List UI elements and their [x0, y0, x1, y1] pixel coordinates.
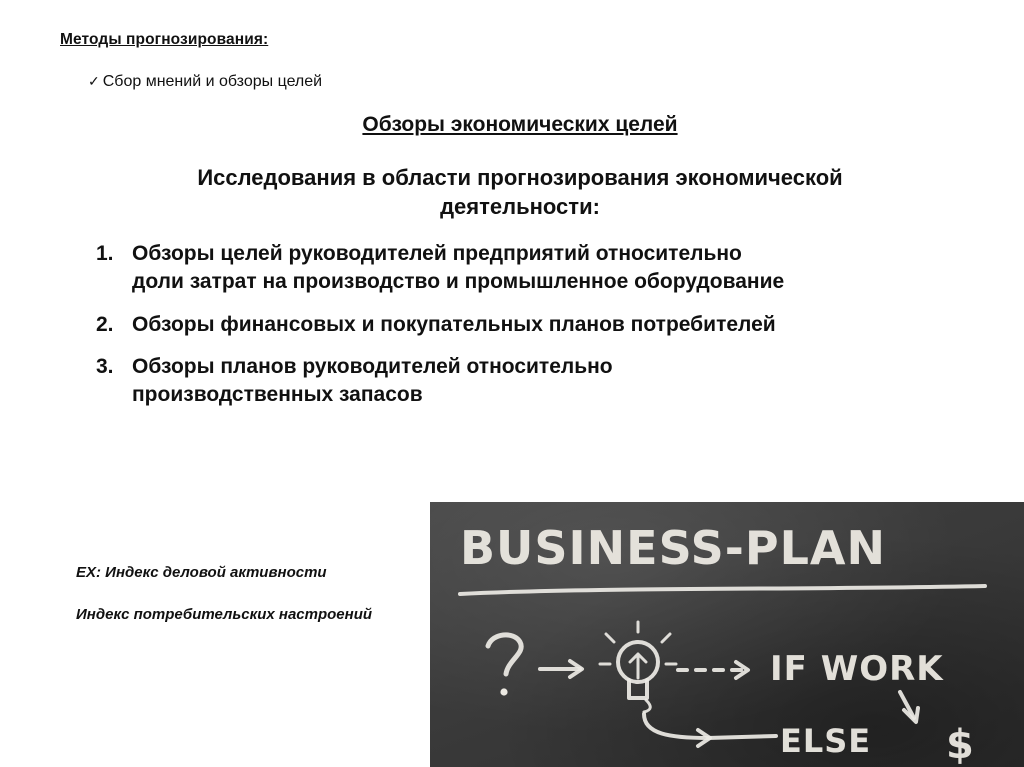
board-loop-line	[644, 714, 776, 738]
board-label-if-work: IF WORK	[770, 649, 944, 689]
check-mark-icon: ✓	[88, 73, 100, 89]
board-underline	[460, 586, 985, 594]
check-bullet-line	[88, 73, 322, 91]
list-item	[88, 311, 788, 339]
question-mark-dot	[500, 688, 507, 695]
footnote-business-activity-index: EX: Индекс деловой активности	[76, 564, 327, 581]
numbered-list	[88, 240, 788, 424]
list-item-label: Обзоры планов руководителей относительно производственных запасов	[132, 355, 613, 407]
board-label-else: ELSE	[780, 722, 872, 760]
list-item	[88, 353, 788, 410]
check-bullet-label: Сбор мнений и обзоры целей	[102, 73, 323, 90]
list-item-index: 2.	[96, 312, 114, 336]
list-item	[88, 240, 788, 297]
section-title: Обзоры экономических целей	[362, 113, 678, 136]
section-subtitle: Исследования в области прогнозирования экономической деятельности:	[197, 165, 843, 220]
board-title-text: BUSINESS-PLAN	[460, 521, 886, 575]
list-item-label: Обзоры целей руководителей предприятий относительно доли затрат на производство и промышленное оборудование	[132, 242, 785, 294]
lightbulb-filament	[630, 654, 646, 678]
list-item-label: Обзоры финансовых и покупательных планов потребителей	[132, 312, 776, 336]
lightbulb-squiggle	[644, 700, 650, 712]
page-title: Методы прогнозирования:	[60, 31, 269, 48]
list-item-index: 3.	[96, 355, 114, 379]
dollar-sign-icon: $	[946, 722, 975, 767]
list-item-index: 1.	[96, 242, 114, 265]
question-mark-icon	[488, 635, 521, 674]
blackboard-business-plan-photo	[430, 502, 1024, 767]
footnote-consumer-sentiment-index: Индекс потребительских настроений	[76, 606, 373, 624]
blackboard-chalk-drawing	[430, 502, 1024, 767]
footnotes	[76, 563, 376, 648]
